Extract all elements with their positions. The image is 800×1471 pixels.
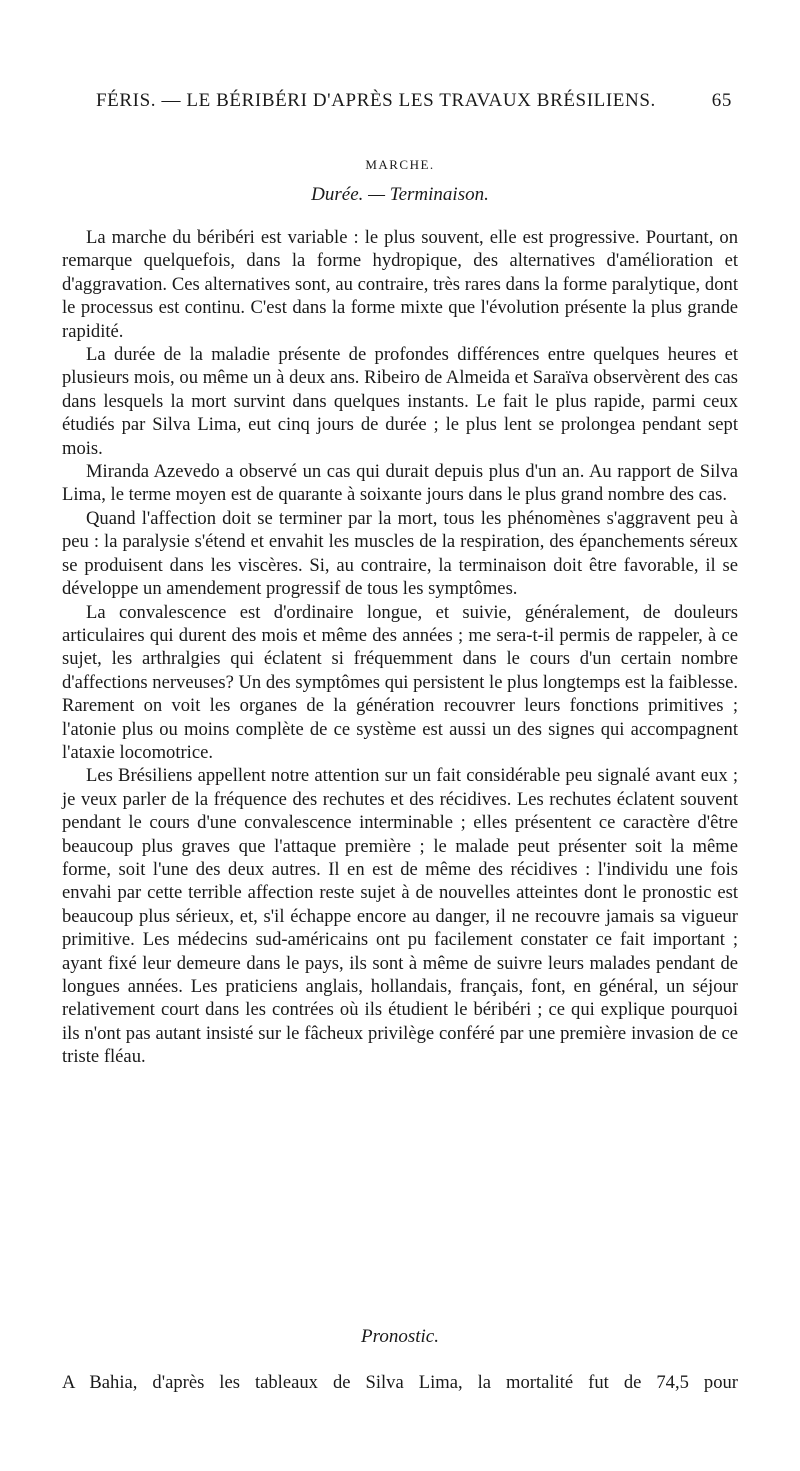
section-subtitle: Durée. — Terminaison. (311, 184, 489, 205)
paragraph: La convalescence est d'ordinaire longue, et suivie, généralement, de douleurs articulaires qui durent des mois et même des années ; me sera-t-il permis de rappeler, à ce sujet, les arthralgies qui éclatent si fréquemment dans le cours d'un certain nombre d'affections nerveuses? Un des symptômes qui persistent le plus longtemps est la faiblesse. Rarement on voit les organes de la génération recouvrer leurs fonctions primitives ; l'atonie plus ou moins complète de ce système est aussi un des signes qui accompagnent l'ataxie locomotrice. (62, 601, 738, 763)
prognosis-opening-line: A Bahia, d'après les tableaux de Silva Lima, la mortalité fut de 74,5 pour (62, 1372, 738, 1393)
page-number: 65 (711, 90, 732, 111)
paragraph: La durée de la maladie présente de profondes différences entre quelques heures et plusieurs mois, ou même un à deux ans. Ribeiro de Almeida et Saraïva observèrent des cas dans lesquels la mort survint dans quelques instants. Le fait le plus rapide, parmi ceux étudiés par Silva Lima, eut cinq jours de durée ; le plus lent se prolongea pendant sept mois. (62, 344, 738, 459)
body-text (62, 226, 738, 1069)
paragraph: Les Brésiliens appellent notre attention sur un fait considérable peu signalé avant eux ; je veux parler de la fréquence des rechutes et des récidives. Les rechutes éclatent souvent pendant le cours d'une convalescence interminable ; elles présentent ce caractère d'être beaucoup plus graves que l'attaque première ; le malade peut présenter soit la même forme, soit l'une des deux autres. Il en est de même des récidives : l'individu une fois envahi par cette terrible affection reste sujet à de nouvelles atteintes dont le pronostic est beaucoup plus sérieux, et, s'il échappe encore au danger, il ne recouvre jamais sa vigueur primitive. Les médecins sud-américains ont pu facilement constater ce fait important ; ayant fixé leur demeure dans le pays, ils sont à même de suivre leurs malades pendant de longues années. Les praticiens anglais, hollandais, français, font, en général, un séjour relativement court dans les contrées où ils étudient le béribéri ; ce qui explique pourquoi ils n'ont pas autant insisté sur le fâcheux privilège conféré par une première invasion de ce triste fléau. (62, 765, 738, 1068)
running-header (96, 90, 732, 112)
running-title: FÉRIS. — LE BÉRIBÉRI D'APRÈS LES TRAVAUX BRÉSILIENS. (96, 90, 656, 111)
paragraph: Quand l'affection doit se terminer par la mort, tous les phénomènes s'aggravent peu à peu : la paralysie s'étend et envahit les muscles de la respiration, des épanchements séreux se produisent dans les viscères. Si, au contraire, la terminaison doit être favorable, il se développe un amendement progressif de tous les symptômes. (62, 507, 738, 600)
paragraph: La marche du béribéri est variable : le plus souvent, elle est progressive. Pourtant, on remarque quelquefois, dans la forme hydropique, des alternatives d'amélioration et d'aggravation. Ces alternatives sont, au contraire, très rares dans la forme paralytique, dont le processus est continu. C'est dans la forme mixte que l'évolution présente la plus grande rapidité. (62, 227, 738, 342)
section-title: MARCHE. (365, 157, 435, 172)
paragraph: Miranda Azevedo a observé un cas qui durait depuis plus d'un an. Au rapport de Silva Lima, le terme moyen est de quarante à soixante jours dans le plus grand nombre des cas. (62, 461, 738, 506)
prognosis-subtitle: Pronostic. (361, 1326, 439, 1347)
